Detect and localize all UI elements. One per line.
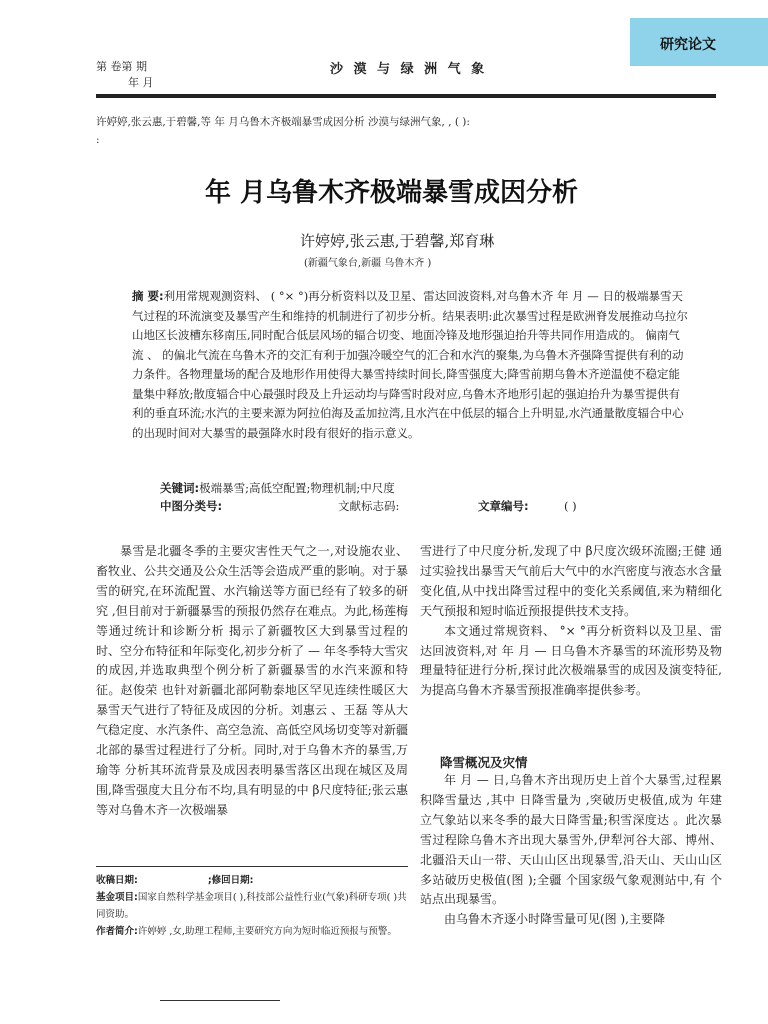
keywords [160, 480, 395, 496]
article-number-label: 文章编号: [478, 499, 529, 513]
doc-code-label: 文献标志码: [338, 499, 400, 513]
section-body [420, 771, 722, 930]
intro-paragraph-2: 本文通过常规资料、 °× °再分析资料以及卫星、雷达回波资料,对 年 月 — 日乌鲁木齐暴雪的环流形势及物理量特征进行分析,探讨此次极端暴雪的成因及演变特征,为提高乌鲁木齐暴雪预报准确率提供参考。 [420, 623, 722, 698]
abstract-label: 摘 要: [132, 289, 164, 303]
article-number-value: ( ) [564, 499, 577, 513]
section-paragraph-2: 由乌鲁木齐逐小时降雪量可见(图 ),主要降 [444, 912, 665, 927]
author-bio-text: 许婷婷 ,女,助理工程师,主要研究方向为短时临近预报与预警。 [137, 926, 397, 937]
citation-line: 许婷婷,张云惠,于碧馨,等 年 月乌鲁木齐极端暴雪成因分析 沙漠与绿洲气象, , ( ): [96, 116, 470, 128]
paper-title: 年 月乌鲁木齐极端暴雪成因分析 [205, 178, 579, 208]
authors: 许婷婷,张云惠,于碧馨,郑育琳 [300, 232, 495, 250]
abstract [132, 287, 688, 443]
footnote-end-rule [160, 1000, 280, 1001]
section-heading: 降雪概况及灾情 [440, 755, 528, 770]
journal-name: 沙 漠 与 绿 洲 气 象 [330, 62, 488, 77]
issue-line: 第 卷第 期 [96, 60, 147, 73]
fund-text: 国家自然科学基金项目( ),科技部公益性行业(气象)科研专项( )共同资助。 [96, 892, 407, 920]
clc-label: 中图分类号: [160, 499, 223, 513]
intro-paragraph: 暴雪是北疆冬季的主要灾害性天气之一,对设施农业、畜牧业、公共交通及公众生活等会造成严重的影响。对于暴雪的研究,在环流配置、水汽输送等方面已经有了较多的研究 ,但目前对于新疆暴雪的预报仍然存在难点。为此,杨莲梅等通过统计和诊断分析 揭示了新疆牧区大到暴雪过程的时、空分布特征和年际变化,初步分析了 — 年冬季特大雪灾的成因,并选取典型个例分析了新疆暴雪的水汽来源和特征。赵俊荣 也针对新疆北部阿勒泰地区罕见连续性暖区大暴雪天气进行了特征及成因的分析。刘惠云 、王磊 等从大气稳定度、水汽条件、高空急流、高低空风场切变等对新疆北部的暴雪过程进行了分析。同时,对于乌鲁木齐的暴雪,万瑜等 分析其环流背景及成因表明暴雪落区出现在城区及周围,降雪强度大且分布不均,具有明显的中 β尺度特征;张云惠 等对乌鲁木齐一次极端暴 [96, 544, 409, 817]
issue-date: 年 月 [128, 76, 154, 89]
body-column-right [420, 542, 722, 701]
section-tab [630, 18, 768, 66]
keywords-text: 极端暴雪;高低空配置;物理机制;中尺度 [199, 481, 395, 495]
intro-continuation: 雪进行了中尺度分析,发现了中 β尺度次级环流圈;王健 通过实验找出暴雪天气前后大气中的水汽密度与液态水含量变化值,从中找出降雪过程中的变化关系阈值,来为精细化天气预报和短时临近预报提供技术支持。 [420, 544, 722, 618]
footnote [96, 872, 408, 940]
footnote-rule [96, 866, 408, 867]
author-bio-label: 作者简介: [96, 926, 138, 937]
abstract-text: 利用常规观测资料、 ( °× °)再分析资料以及卫星、雷达回波资料,对乌鲁木齐 年 月 — 日的极端暴雪天气过程的环流演变及暴雪产生和维持的机制进行了初步分析。结果表明:此次暴雪过程是欧洲脊发展推动乌拉尔山地区长波槽东移南压,同时配合低层风场的辐合切变、地面冷锋及地形强迫抬升等共同作用造成的。 偏南气流 、 的偏北气流在乌鲁木齐的交汇有利于加强冷暖空气的汇合和水汽的聚集,为乌鲁木齐强降雪提供有利的动力条件。各物理量场的配合及地形作用使得大暴雪持续时间长,降雪强度大;降雪前期乌鲁木齐逆温使不稳定能量集中释放;散度辐合中心最强时段及上升运动均与降雪时段对应,乌鲁木齐地形引起的强迫抬升为暴雪提供有利的垂直环流;水汽的主要来源为阿拉伯海及孟加拉湾,且水汽在中低层的辐合上升明显,水汽通量散度辐合中心的出现时间对大暴雪的最强降水时段有很好的指示意义。 [132, 289, 688, 440]
received-label: 收稿日期: [96, 875, 138, 886]
header-rule [96, 94, 716, 98]
body-column-left [96, 542, 408, 821]
citation-line-2: : [96, 134, 100, 146]
classification-line [160, 498, 577, 514]
affiliation: (新疆气象台,新疆 乌鲁木齐 ) [304, 258, 432, 269]
revised-label: ;修回日期: [207, 875, 254, 886]
section-tab-label: 研究论文 [660, 37, 716, 53]
fund-label: 基金项目: [96, 892, 138, 903]
keywords-label: 关键词: [160, 481, 200, 495]
section-paragraph: 年 月 — 日,乌鲁木齐出现历史上首个大暴雪,过程累积降雪量达 ,其中 日降雪量为 ,突破历史极值,成为 年建立气象站以来冬季的最大日降雪量;积雪深度达 。此次暴雪过程除乌鲁木齐出现大暴雪外,伊犁河谷大部、博州、北疆沿天山一带、天山山区出现暴雪,沿天山、天山山区多站破历史极值(图 );全疆 个国家级气象观测站中,有 个站点出现暴雪。 [420, 773, 722, 907]
